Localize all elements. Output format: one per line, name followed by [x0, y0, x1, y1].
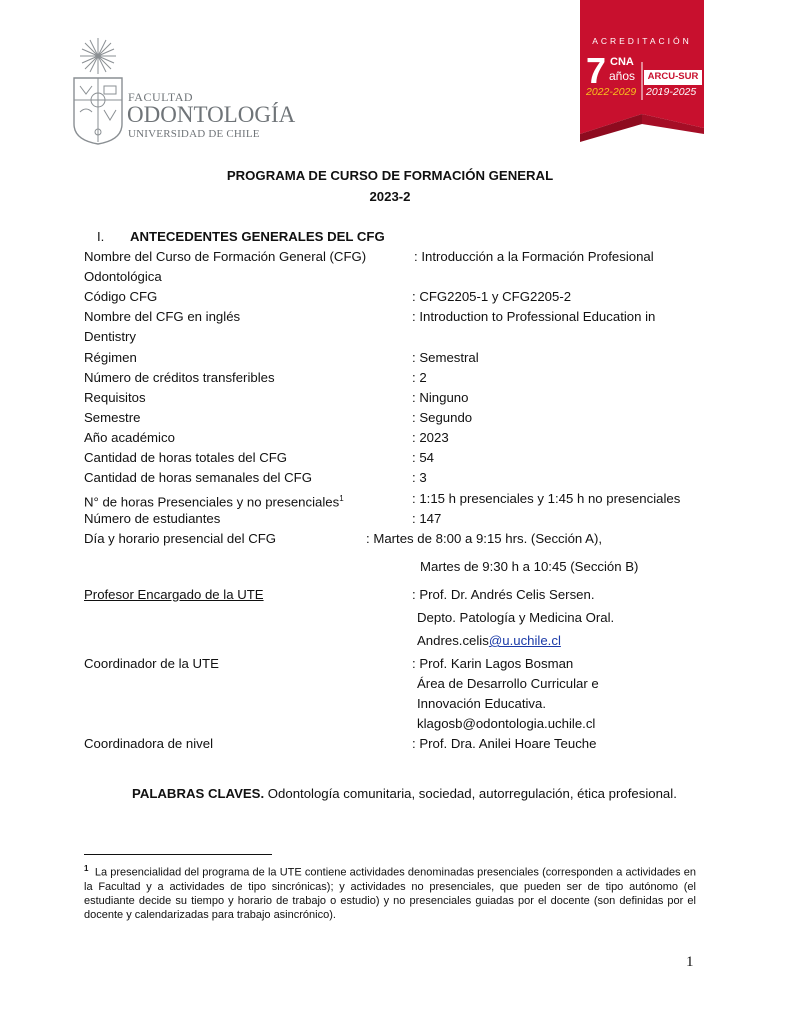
- coordinador-area-cont: Innovación Educativa.: [417, 696, 547, 711]
- program-period: 2023-2: [369, 189, 411, 204]
- footnote: [84, 862, 696, 922]
- profesor-email: [417, 632, 561, 650]
- coordinador-email: klagosb@odontologia.uchile.cl: [417, 716, 596, 731]
- field-label-hours-modality: [84, 490, 344, 511]
- accreditation-banner: [580, 0, 704, 142]
- section-heading: ANTECEDENTES GENERALES DEL CFG: [130, 229, 385, 244]
- field-value-academic-year: : 2023: [412, 430, 449, 445]
- field-value-hours-modality: : 1:15 h presenciales y 1:45 h no presenciales: [412, 491, 681, 506]
- field-value-requirements: : Ninguno: [412, 390, 469, 405]
- page-number: 1: [686, 954, 694, 970]
- profesor-email-user: Andres.celis: [417, 633, 489, 648]
- field-label-english-name-cont: Dentistry: [84, 329, 137, 344]
- field-value-course-name: : Introducción a la Formación Profesional: [414, 249, 654, 264]
- field-label-credits: Número de créditos transferibles: [84, 370, 275, 385]
- field-value-regime: : Semestral: [412, 350, 479, 365]
- logo-line-odontologia: ODONTOLOGÍA: [127, 102, 296, 127]
- university-seal-icon: [70, 36, 126, 146]
- logo-line-university: UNIVERSIDAD DE CHILE: [128, 128, 260, 140]
- footnote-number: 1: [84, 864, 89, 873]
- coordinadora-value: : Prof. Dra. Anilei Hoare Teuche: [412, 736, 597, 751]
- profesor-value: : Prof. Dr. Andrés Celis Sersen.: [412, 587, 595, 602]
- footnote-text: La presencialidad del programa de la UTE contiene actividades denominadas presenciales (corresponden a actividades en la Facultad y a actividades de tipo sincrónicas); y actividades no presenciales, que pueden ser de tipo autónomo (el estudiante decide su tiempo y horario de trabajo o estudio) y no presenciales guiadas por el docente (son definidas por el docente y calendarizadas para trabajo asincrónico).: [84, 866, 696, 921]
- coordinador-value: : Prof. Karin Lagos Bosman: [412, 656, 574, 671]
- field-label-total-hours: Cantidad de horas totales del CFG: [84, 450, 288, 465]
- coordinadora-label: Coordinadora de nivel: [84, 736, 214, 751]
- logo-line-faculty: FACULTAD: [128, 90, 194, 104]
- accreditation-years-number: 7: [586, 50, 607, 91]
- field-label-academic-year: Año académico: [84, 430, 175, 445]
- field-label-code: Código CFG: [84, 289, 158, 304]
- accreditation-years-word: años: [609, 69, 636, 83]
- field-value-total-hours: : 54: [412, 450, 434, 465]
- field-label-schedule: Día y horario presencial del CFG: [84, 531, 277, 546]
- keywords-label: PALABRAS CLAVES.: [132, 786, 265, 801]
- keywords: [132, 785, 677, 803]
- footnote-reference: 1: [339, 494, 344, 503]
- footnote-separator: [84, 854, 272, 855]
- field-value-semester: : Segundo: [412, 410, 473, 425]
- field-value-credits: : 2: [412, 370, 427, 385]
- hours-modality-text: N° de horas Presenciales y no presenciales: [84, 494, 340, 510]
- faculty-logo: [70, 36, 296, 146]
- program-title: PROGRAMA DE CURSO DE FORMACIÓN GENERAL: [226, 168, 554, 183]
- keywords-text: Odontología comunitaria, sociedad, autorregulación, ética profesional.: [264, 786, 677, 801]
- field-value-english-name: : Introduction to Professional Education in: [412, 309, 656, 324]
- accreditation-title: ACREDITACIÓN: [592, 36, 692, 46]
- field-label-weekly-hours: Cantidad de horas semanales del CFG: [84, 470, 312, 485]
- accreditation-period-cna: 2022-2029: [586, 86, 637, 98]
- profesor-dept: Depto. Patología y Medicina Oral.: [417, 610, 615, 625]
- field-value-weekly-hours: : 3: [412, 470, 427, 485]
- section-number: I.: [97, 229, 105, 244]
- field-label-course-name: Nombre del Curso de Formación General (CFG): [84, 249, 367, 264]
- accreditation-agency-cna: CNA: [610, 56, 634, 68]
- accreditation-period-arcu: 2019-2025: [646, 86, 697, 98]
- accreditation-agency-arcu: ARCU-SUR: [647, 71, 699, 82]
- arcu-sur-badge: [644, 70, 702, 85]
- field-value-schedule-b: Martes de 9:30 h a 10:45 (Sección B): [420, 559, 639, 574]
- field-label-course-name-cont: Odontológica: [84, 269, 162, 284]
- field-label-regime: Régimen: [84, 350, 137, 365]
- field-label-requirements: Requisitos: [84, 390, 146, 405]
- profesor-email-link[interactable]: @u.uchile.cl: [488, 633, 561, 648]
- field-value-schedule: : Martes de 8:00 a 9:15 hrs. (Sección A),: [366, 531, 603, 546]
- profesor-label: Profesor Encargado de la UTE: [84, 587, 264, 602]
- coordinador-area: Área de Desarrollo Curricular e: [417, 676, 599, 691]
- field-label-semester: Semestre: [84, 410, 141, 425]
- field-value-students: : 147: [412, 511, 442, 526]
- field-label-students: Número de estudiantes: [84, 511, 221, 526]
- field-label-english-name: Nombre del CFG en inglés: [84, 309, 241, 324]
- coordinador-label: Coordinador de la UTE: [84, 656, 219, 671]
- field-value-code: : CFG2205-1 y CFG2205-2: [412, 289, 572, 304]
